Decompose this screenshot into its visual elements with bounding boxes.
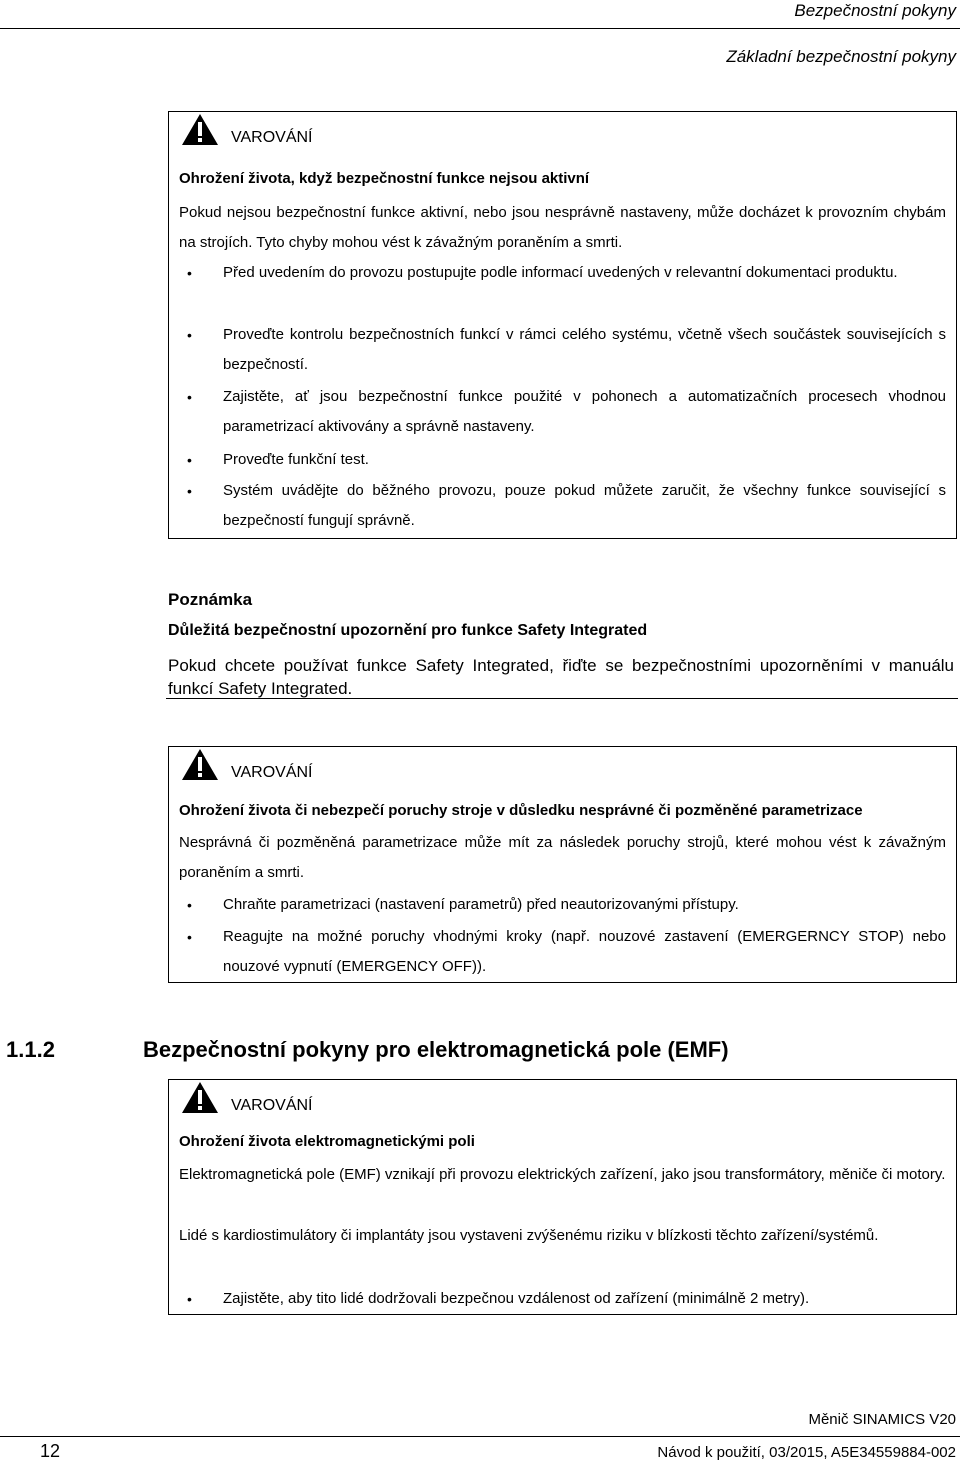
warning-bullet: • Chraňte parametrizaci (nastavení parametrů) před neautorizovanými přístupy.	[223, 890, 946, 920]
warning-bullet: • Zajistěte, ať jsou bezpečnostní funkce použité v pohonech a automatizačních procesech vhodnou parametrizací aktivovány a správně nastaveny.	[223, 382, 946, 442]
warning-bullet: • Před uvedením do provozu postupujte podle informací uvedených v relevantní dokumentaci produktu.	[223, 258, 946, 288]
footer-rule	[0, 1436, 960, 1437]
note-label: Poznámka	[168, 590, 253, 609]
warning-triangle-icon	[181, 113, 219, 146]
warning-intro: Pokud nejsou bezpečnostní funkce aktivní, nebo jsou nesprávně nastaveny, může docházet k provozním chybám na strojích. Tyto chyby mohou vést k závažným poraněním a smrti.	[179, 204, 946, 251]
note-box	[166, 585, 958, 699]
warning-intro: Nesprávná či pozměněná parametrizace může mít za následek poruchy strojů, které mohou vést k závažným poraněním a smrti.	[179, 834, 946, 881]
warning-bullet: • Zajistěte, aby tito lidé dodržovali bezpečnou vzdálenost od zařízení (minimálně 2 metry).	[223, 1284, 946, 1314]
note-title: Důležitá bezpečnostní upozornění pro funkce Safety Integrated	[168, 622, 648, 639]
running-header-section: Základní bezpečnostní pokyny	[726, 47, 956, 66]
warning-label: VAROVÁNÍ	[231, 1097, 313, 1114]
warning-paragraph: Elektromagnetická pole (EMF) vznikají při provozu elektrických zařízení, jako jsou transformátory, měniče či motory.	[179, 1166, 946, 1183]
warning-bullet: • Reagujte na možné poruchy vhodnými kroky (např. nouzové zastavení (EMERGERNCY STOP) nebo nouzové vypnutí (EMERGENCY OFF)).	[223, 922, 946, 982]
section-number: 1.1.2	[6, 1037, 55, 1062]
warning-box-parametrization	[168, 746, 957, 983]
footer-product: Měnič SINAMICS V20	[808, 1411, 956, 1428]
page-number: 12	[40, 1441, 61, 1461]
warning-title: Ohrožení života elektromagnetickými poli	[179, 1133, 475, 1150]
warning-triangle-icon	[181, 748, 219, 781]
warning-title: Ohrožení života či nebezpečí poruchy stroje v důsledku nesprávné či pozměněné parametrizace	[179, 802, 863, 819]
warning-box-safety-functions	[168, 111, 957, 539]
warning-triangle-icon	[181, 1081, 219, 1114]
header-rule	[0, 28, 960, 29]
footer-document-info: Návod k použití, 03/2015, A5E34559884-002	[657, 1444, 956, 1461]
warning-bullet: • Proveďte funkční test.	[223, 445, 946, 475]
warning-label: VAROVÁNÍ	[231, 129, 313, 146]
warning-bullet: • Systém uvádějte do běžného provozu, pouze pokud můžete zaručit, že všechny funkce související s bezpečností fungují správně.	[223, 476, 946, 536]
running-header-chapter: Bezpečnostní pokyny	[794, 1, 956, 20]
warning-label: VAROVÁNÍ	[231, 764, 313, 781]
warning-bullet: • Proveďte kontrolu bezpečnostních funkcí v rámci celého systému, včetně všech součástek souvisejících s bezpečností.	[223, 320, 946, 380]
warning-title: Ohrožení života, když bezpečnostní funkce nejsou aktivní	[179, 170, 590, 187]
warning-box-emf	[168, 1079, 957, 1315]
warning-paragraph: Lidé s kardiostimulátory či implantáty jsou vystaveni zvýšenému riziku v blízkosti těchto zařízení/systémů.	[179, 1227, 879, 1244]
section-title: Bezpečnostní pokyny pro elektromagnetická pole (EMF)	[143, 1037, 729, 1062]
note-body: Pokud chcete používat funkce Safety Integrated, řiďte se bezpečnostními upozorněními v manuálu funkcí Safety Integrated.	[168, 656, 954, 698]
